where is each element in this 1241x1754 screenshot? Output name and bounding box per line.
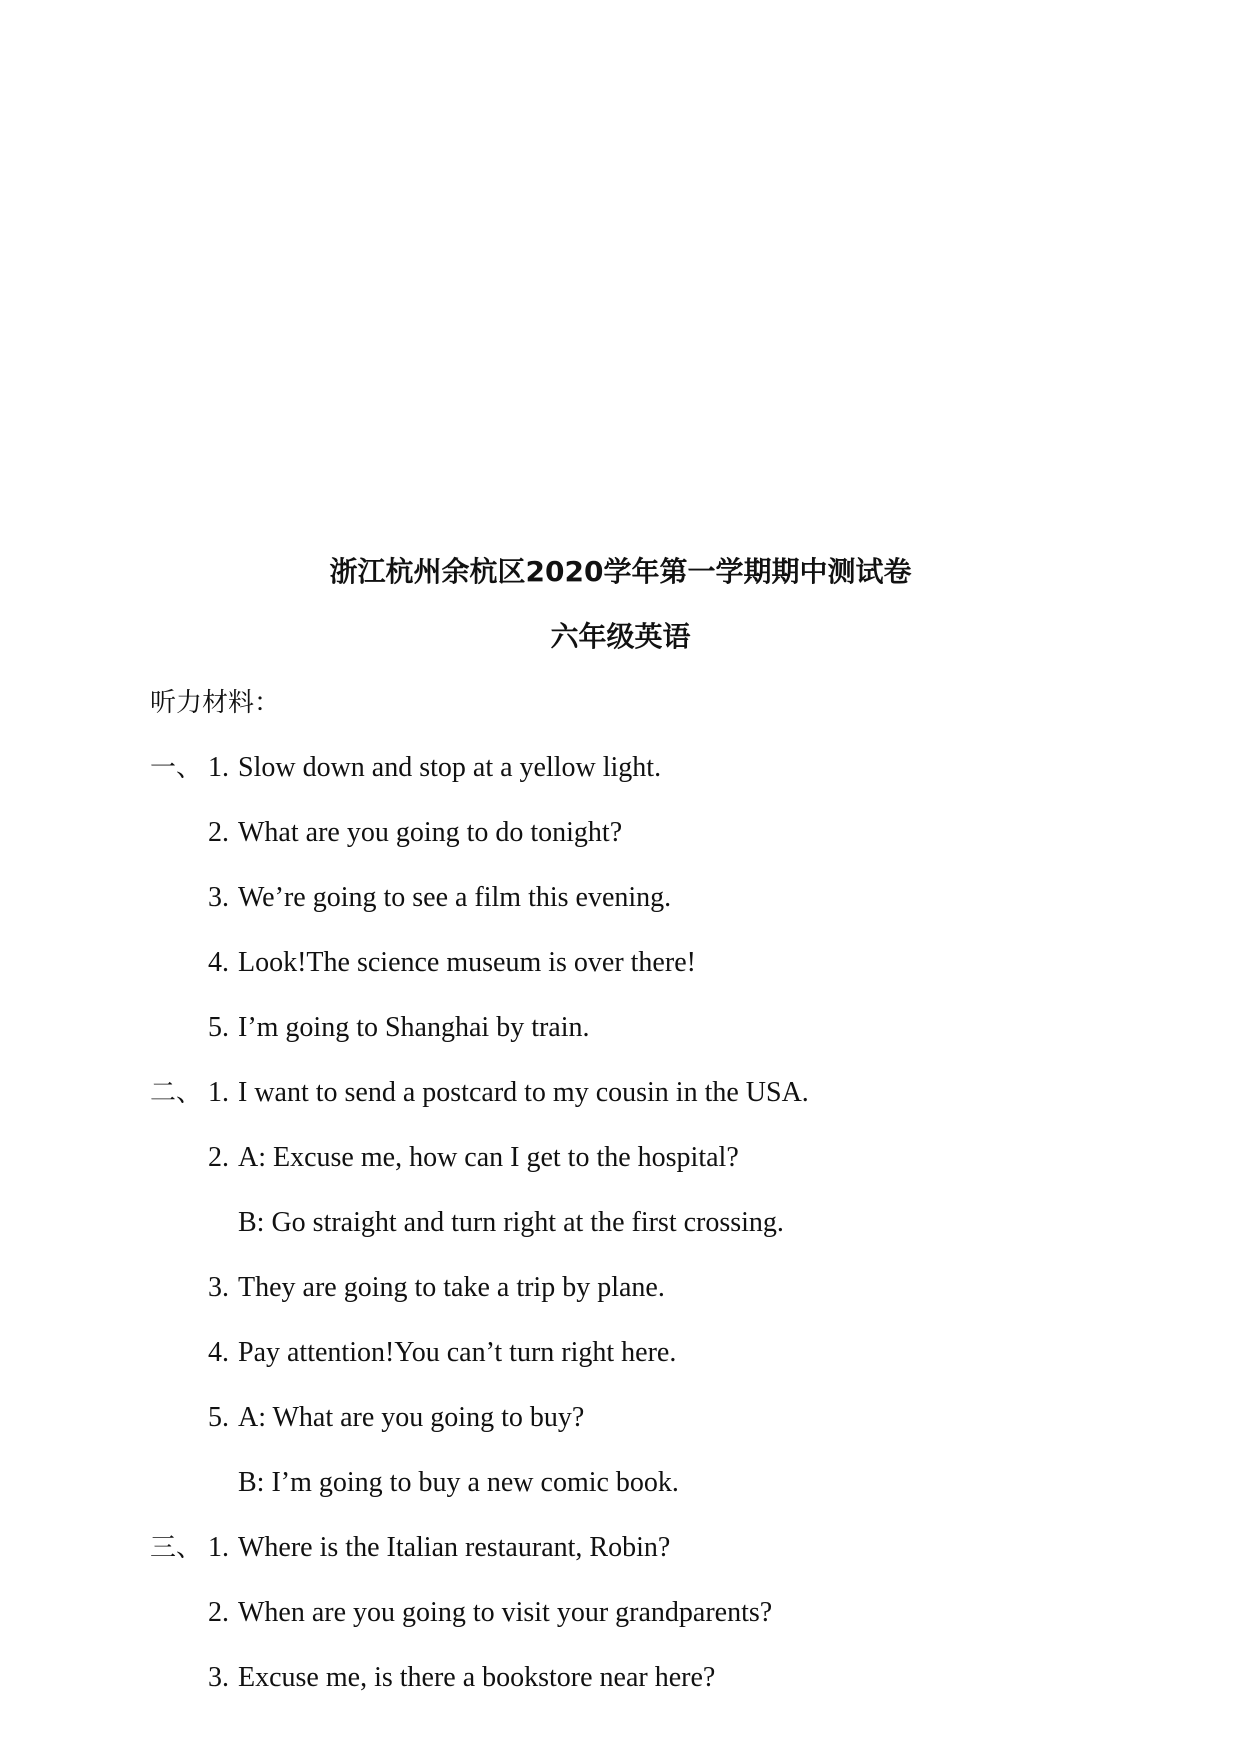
list-item [150, 1528, 670, 1568]
section-marker: 一、 [150, 753, 203, 783]
item-text: Excuse me, is there a bookstore near here? [238, 1662, 716, 1693]
item-text: Pay attention!You can’t turn right here. [238, 1337, 677, 1368]
list-item [208, 1398, 584, 1438]
item-number: 2. [208, 817, 229, 848]
item-number: 5. [208, 1402, 229, 1433]
item-number: 4. [208, 947, 229, 978]
item-text: We’re going to see a film this evening. [238, 882, 672, 913]
item-text: They are going to take a trip by plane. [238, 1272, 665, 1303]
item-number: 2. [208, 1142, 229, 1173]
list-item [150, 748, 661, 788]
list-item [208, 943, 696, 983]
item-text: What are you going to do tonight? [238, 817, 623, 848]
item-number: 5. [208, 1012, 229, 1043]
item-text: Look!The science museum is over there! [238, 947, 696, 978]
list-item [150, 1073, 809, 1113]
item-text: I’m going to Shanghai by train. [238, 1012, 590, 1043]
material-label: 听力材料： [150, 688, 281, 718]
item-number: 4. [208, 1337, 229, 1368]
item-number: 2. [208, 1597, 229, 1628]
list-item [208, 813, 622, 853]
list-item [208, 878, 671, 918]
item-number: 1. [208, 1532, 229, 1563]
item-text: A: What are you going to buy? [238, 1402, 585, 1433]
list-item [208, 1008, 590, 1048]
section-marker: 二、 [150, 1078, 203, 1108]
item-text: A: Excuse me, how can I get to the hospital? [238, 1142, 739, 1173]
item-continuation: B: I’m going to buy a new comic book. [238, 1467, 679, 1498]
document-subtitle: 六年级英语 [550, 620, 691, 653]
item-number: 3. [208, 882, 229, 913]
item-text: I want to send a postcard to my cousin in the USA. [238, 1077, 809, 1108]
item-number: 3. [208, 1662, 229, 1693]
section-marker: 三、 [150, 1533, 203, 1563]
item-text: When are you going to visit your grandparents? [238, 1597, 773, 1628]
item-text: Slow down and stop at a yellow light. [238, 752, 662, 783]
item-text: Where is the Italian restaurant, Robin? [238, 1532, 671, 1563]
list-item [208, 1138, 739, 1178]
list-item [208, 1268, 665, 1308]
document-title: 浙江杭州余杭区2020学年第一学期期中测试卷 [329, 555, 912, 588]
item-continuation: B: Go straight and turn right at the first crossing. [238, 1207, 784, 1238]
item-number: 1. [208, 752, 229, 783]
list-item [208, 1658, 715, 1698]
item-number: 3. [208, 1272, 229, 1303]
item-number: 1. [208, 1077, 229, 1108]
list-item [208, 1593, 772, 1633]
list-item [208, 1333, 676, 1373]
